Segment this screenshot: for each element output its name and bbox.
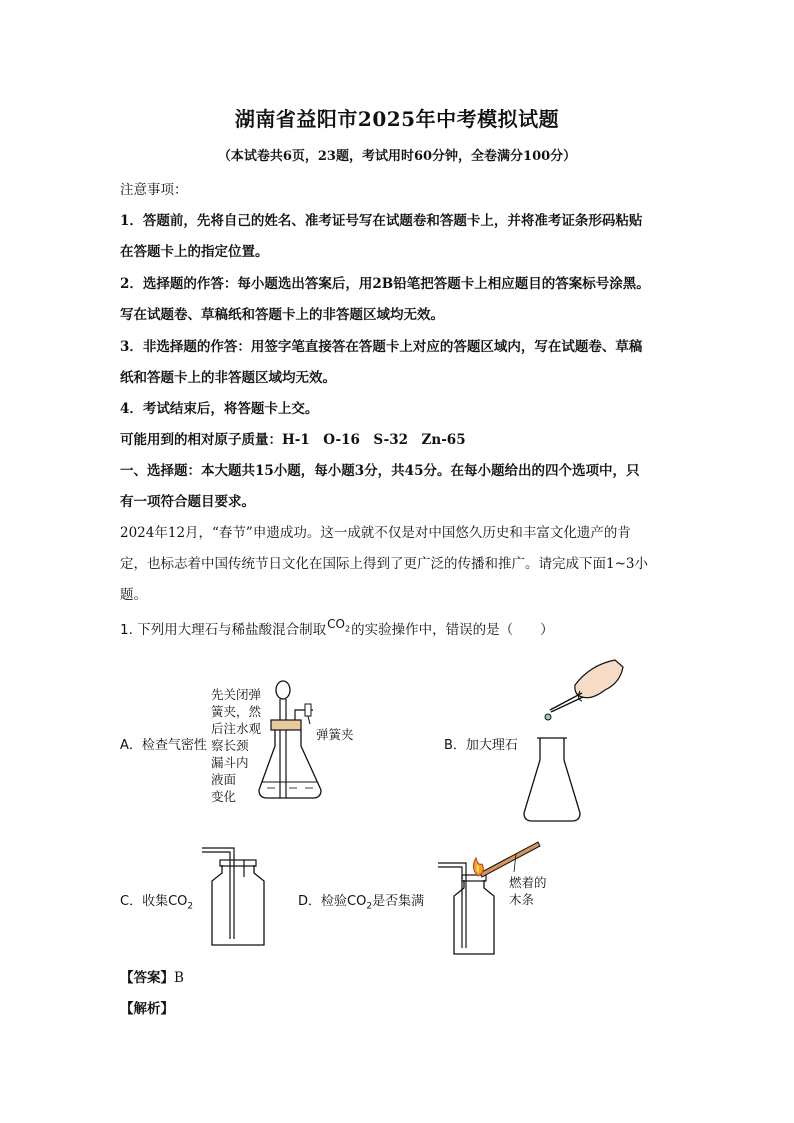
option-d-label: D．检验$CO_2$是否集满: [298, 894, 425, 912]
collect-co2-bottle: [200, 845, 270, 950]
airtightness-apparatus: [255, 650, 325, 802]
analysis-label: 【解析】: [120, 1001, 174, 1017]
option-a-label: A．检查气密性: [120, 738, 207, 753]
page-title: 湖南省益阳市2025年中考模拟试题: [234, 107, 560, 131]
question-1: [120, 618, 554, 639]
notice-line: 写在试题卷、草稿纸和答题卡上的非答题区域均无效。: [120, 307, 444, 323]
notice-line: 1．答题前，先将自己的姓名、准考证号写在试题卷和答题卡上，并将准考证条形码粘贴: [120, 213, 643, 229]
question-text: 的实验操作中，错误的是（ ）: [351, 622, 554, 638]
notice-heading: 注意事项：: [120, 182, 188, 198]
answer-value: B: [174, 970, 184, 986]
notice-line: 4．考试结束后，将答题卡上交。: [120, 401, 319, 417]
answer-line: 【答案】B: [120, 970, 184, 986]
intro-line: 2024年12月，“春节”申遗成功。这一成就不仅是对中国悠久历史和丰富文化遗产的肯: [120, 525, 631, 541]
notice-line: 3．非选择题的作答：用签字笔直接答在答题卡上对应的答题区域内，写在试题卷、草稿: [120, 339, 643, 355]
section-heading: 有一项符合题目要求。: [120, 494, 255, 510]
section-heading: 一、选择题：本大题共15小题，每小题3分，共45分。在每小题给出的四个选项中，只: [120, 463, 640, 479]
option-b-label: B．加大理石: [444, 738, 518, 753]
page-subtitle: （本试卷共6页，23题，考试用时60分钟，全卷满分100分）: [217, 149, 577, 164]
clamp-label: 弹簧夹: [316, 727, 354, 742]
intro-line: 定，也标志着中国传统节日文化在国际上得到了更广泛的传播和推广。请完成下面1~3小: [120, 556, 648, 572]
question-text: 1. 下列用大理石与稀盐酸混合制取: [120, 622, 327, 638]
option-a-annotation: 先关闭弹 簧夹，然 后注水观 察长颈 漏斗内 液面 变化: [211, 687, 262, 804]
notice-line: 2．选择题的作答：每小题选出答案后，用2B铅笔把答题卡上相应题目的答案标号涂黑。: [120, 276, 650, 292]
add-marble-apparatus: [520, 655, 625, 825]
atomic-mass-line: 可能用到的相对原子质量：H-1 O-16 S-32 Zn-65: [120, 432, 466, 448]
option-c-label: C．收集$CO_2$: [120, 894, 194, 912]
notice-line: 纸和答题卡上的非答题区域均无效。: [120, 370, 336, 386]
co2-formula: $CO_2$: [327, 617, 351, 634]
notice-line: 在答题卡上的指定位置。: [120, 244, 269, 260]
intro-line: 题。: [120, 587, 147, 603]
burning-splint-label: 燃着的 木条: [509, 875, 547, 907]
